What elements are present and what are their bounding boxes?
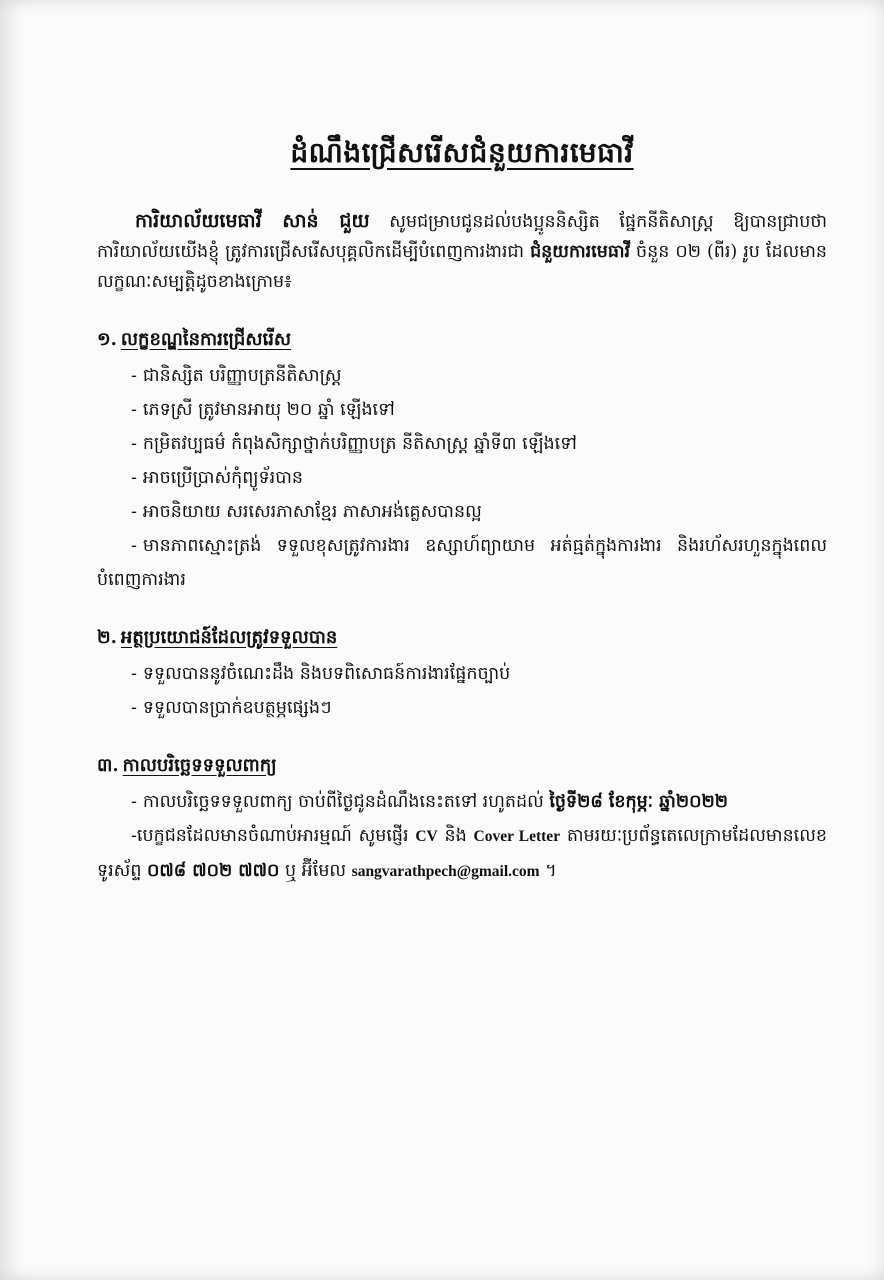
section-application [97, 751, 827, 889]
list-item: - អាចនិយាយ សរសេរភាសាខ្មែរ ភាសាអង់គ្លេសបានល្អ [131, 502, 482, 522]
apply-instructions: -បេក្ខជនដែលមានចំណាប់អារម្មណ៍ សូមផ្ញើរ CV និង Cover Letter តាមរយៈប្រព័ន្ធតេលេក្រាមដែលមានលេខទូរស័ព្ទ ០៧៨ ៧០២ ៧៧០ ឬ អ៊ីមែល sangvarathpech@gmail.com ។ [97, 826, 827, 881]
list-item: - មានភាពស្មោះត្រង់ ទទួលខុសត្រូវការងារ ឧស្សាហ៍ព្យាយាម អត់ធ្មត់ក្នុងការងារ និងរហ័សរហួនក្នុងពេលបំពេញការងារ [97, 536, 827, 590]
section-number: ១. [97, 329, 117, 350]
position-title: ជំនួយការមេធាវី [530, 242, 631, 262]
section-number: ៣. [97, 755, 119, 776]
intro-text-1: សូមជម្រាបជូនដល់បងប្អូននិស្សិត ផ្នែកនីតិសាស្ត្រ ឱ្យបានជ្រាបថា ការិយាល័យយើងខ្ញុំ ត្រូវការជ្រើសរើសបុគ្គលិកដើម្បីបំពេញការងារជា [97, 212, 827, 262]
cover-letter-text: Cover Letter [473, 828, 561, 845]
list-item: - អាចប្រើប្រាស់កុំព្យូទ័របាន [131, 468, 303, 488]
section-label: កាលបរិច្ឆេទទទួលពាក្យ [122, 755, 277, 776]
section-label: អត្ថប្រយោជន៍ដែលត្រូវទទួលបាន [120, 627, 338, 648]
section-heading [97, 325, 827, 355]
document-body [97, 135, 827, 915]
deadline-date: ថ្ងៃទី២៨ ខែកុម្ភៈ ឆ្នាំ២០២២ [549, 792, 728, 812]
list-item: - ភេទស្រី ត្រូវមានអាយុ ២០ ឆ្នាំ ឡើងទៅ [131, 400, 395, 420]
intro-text-2: ចំនួន ០២ (ពីរ) រូប ដែលមានលក្ខណៈសម្បត្តិដូចខាងក្រោម៖ [97, 242, 827, 292]
document-title: ដំណឹងជ្រើសរើសជំនួយការមេធាវី [290, 136, 634, 169]
deadline-item: - កាលបរិច្ឆេទទទួលពាក្យ ចាប់ពីថ្ងៃជូនដំណឹងនេះតទៅ រហូតដល់ ថ្ងៃទី២៨ ខែកុម្ភៈ ឆ្នាំ២០២២ [131, 792, 728, 812]
list-item: - ទទួលបានប្រាក់ឧបត្ថម្ភផ្សេងៗ [131, 698, 332, 718]
list-item: - កម្រិតវប្បធម៌ កំពុងសិក្សាថ្នាក់បរិញ្ញាបត្រ នីតិសាស្ត្រ ឆ្នាំទី៣ ឡើងទៅ [131, 434, 577, 454]
section-heading [97, 623, 827, 653]
section-number: ២. [97, 627, 117, 648]
section-heading [97, 751, 827, 781]
office-name: ការិយាល័យមេធាវី សាន់ ជួយ [135, 210, 370, 232]
section-requirements [97, 325, 827, 597]
section-label: លក្ខខណ្ឌនៃការជ្រើសរើស [120, 329, 292, 350]
section-benefits [97, 623, 827, 725]
cv-text: CV [415, 828, 438, 845]
email-address: sangvarathpech@gmail.com [351, 863, 540, 880]
intro-paragraph [97, 206, 827, 297]
phone-number: ០៧៨ ៧០២ ៧៧០ [147, 861, 280, 881]
list-item: - ទទួលបាននូវចំណេះដឹង និងបទពិសោធន៍ការងារផ្នែកច្បាប់ [131, 664, 511, 684]
list-item: - ជានិស្សិត បរិញ្ញាបត្រនីតិសាស្ត្រ [131, 366, 342, 386]
